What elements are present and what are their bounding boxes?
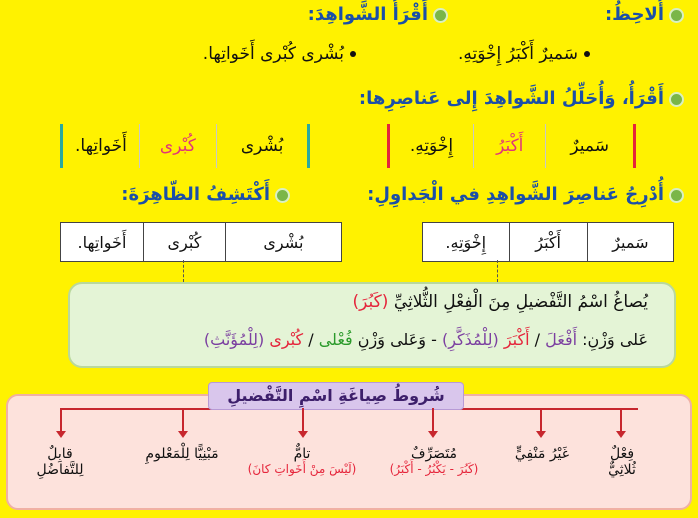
connector-line	[497, 260, 498, 282]
condition-not-negated: غَيْرُ مَنْفِيٍّ	[514, 446, 570, 462]
condition-triliteral: فِعْلٌ ثُلاثِيٌّ	[608, 446, 636, 478]
arrow-down-icon	[60, 408, 62, 432]
arrow-down-icon	[540, 408, 542, 432]
condition-active-voice: مَبْنِيًّا لِلْمَعْلومِ	[145, 446, 219, 462]
green-bullet-icon	[433, 8, 448, 23]
arrow-down-icon	[432, 408, 434, 432]
read-evidence-heading: أَقْرَأُ الشَّواهِدَ:	[308, 4, 448, 25]
evidence-item-2: بُشْرى كُبْرى أَخَواتِها.	[203, 44, 356, 64]
condition-gradable: قابِلٌ لِلتَّفاضُلِ	[36, 446, 84, 478]
table-cell: بُشْرى	[225, 223, 341, 262]
bullet-dot-icon	[584, 51, 590, 57]
arrow-down-icon	[620, 408, 622, 432]
sentence-2-marker	[307, 124, 310, 168]
observe-heading: أُلاحِظُ:	[605, 4, 684, 25]
word-akhawatiha: أَخَواتِها.	[75, 136, 127, 156]
analyzed-sentence-1	[387, 124, 636, 168]
table-cell: سَميرٌ	[587, 223, 673, 262]
word-samir: سَميرٌ	[545, 124, 633, 168]
rule-box	[68, 282, 676, 368]
rule-line-1: يُصاغُ اسْمُ التَّفْضيلِ مِنَ الْفِعْلِ الثُّلاثِيِّ (كَبُرَ)	[352, 292, 648, 312]
analyzed-sentence-2	[60, 124, 310, 168]
table-cell: أَكْبَرُ	[509, 223, 587, 262]
evidence-item-1: سَميرٌ أَكْبَرُ إِخْوَتِهِ.	[458, 44, 590, 64]
connector-line	[183, 260, 184, 282]
word-akbar: أَكْبَرُ	[473, 124, 545, 168]
word-ikhwatihi: إِخْوَتِهِ.	[409, 136, 454, 156]
word-kubra: كُبْرى	[139, 124, 216, 168]
green-bullet-icon	[669, 92, 684, 107]
conditions-title: شُروطُ صِياغَةِ اسْمِ التَّفْضيلِ	[208, 382, 464, 410]
green-bullet-icon	[669, 8, 684, 23]
sentence-2-marker	[60, 124, 63, 168]
table-cell: كُبْرى	[143, 223, 225, 262]
table-cell: إِخْوَتِهِ.	[423, 223, 510, 262]
table-cell: أَخَواتِها.	[61, 223, 144, 262]
discover-heading: أَكْتَشِفُ الظّاهِرَةَ:	[121, 184, 290, 205]
arrow-down-icon	[302, 408, 304, 432]
evidence-table-1	[422, 222, 674, 262]
green-bullet-icon	[275, 188, 290, 203]
condition-conjugable: مُتَصَرِّفٌ (كَبُرَ - يَكْبُرُ - أَكْبَرُ)	[389, 446, 479, 476]
condition-complete: تامٌّ (لَيْسَ مِنْ أَخَواتِ كانَ)	[247, 446, 357, 476]
green-bullet-icon	[669, 188, 684, 203]
sentence-1-marker	[387, 124, 390, 168]
sentence-1-marker	[633, 124, 636, 168]
analyze-heading: أَقْرَأُ، وَأُحَلِّلُ الشَّواهِدَ إِلى عَناصِرِها:	[359, 88, 684, 109]
arrow-down-icon	[182, 408, 184, 432]
word-bushra: بُشْرى	[216, 124, 308, 168]
evidence-table-2	[60, 222, 342, 262]
rule-line-2: عَلى وَزْنِ: أَفْعَلَ / أَكْبَرَ (لِلْمُذَكَّرِ) - وَعَلى وَزْنِ فُعْلى / كُبْرى (لِلْمُؤَنَّثِ)	[203, 330, 648, 349]
insert-tables-heading: أُدْرِجُ عَناصِرَ الشَّواهِدِ في الْجَداوِلِ:	[367, 184, 684, 205]
bullet-dot-icon	[350, 51, 356, 57]
